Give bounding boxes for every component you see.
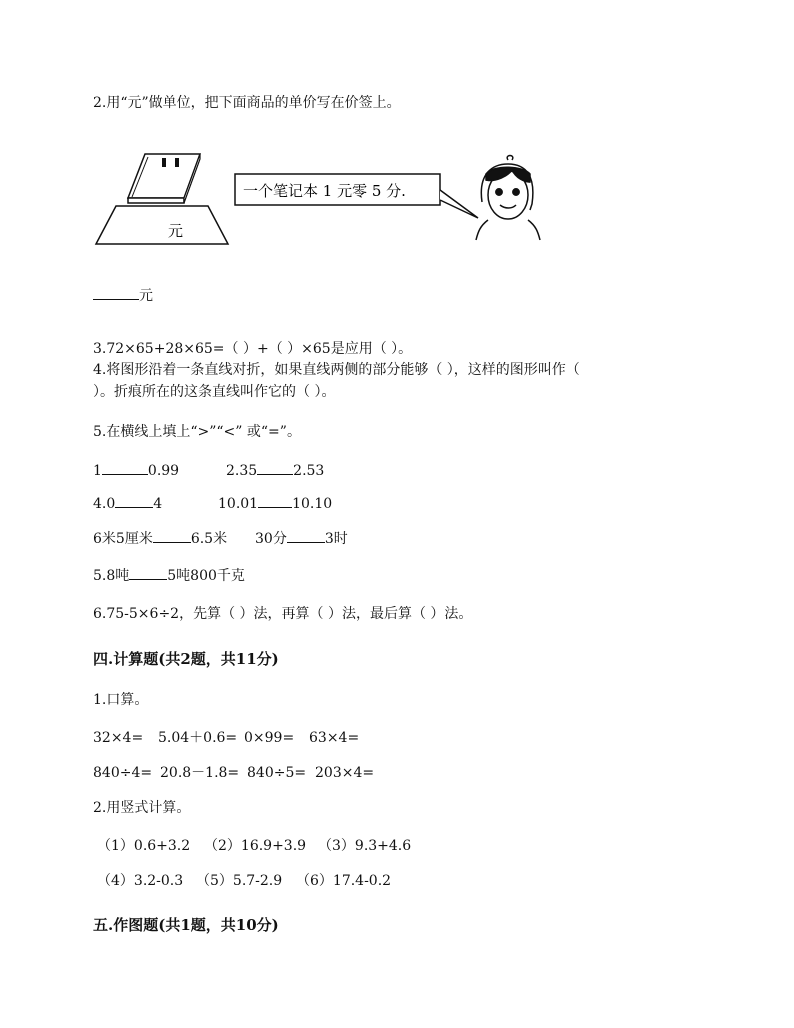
c2-r1-item1: （1）0.6+3.2 xyxy=(97,838,191,854)
c2-prompt: 2.用竖式计算。 xyxy=(93,800,191,816)
c1-r1-item2: 5.04＋0.6= xyxy=(158,730,238,746)
q4-text-line2: ）。折痕所在的这条直线叫作它的（ ）。 xyxy=(93,384,336,400)
q5-r3-b: 6.5米 xyxy=(190,531,228,547)
q5-r2-blank2[interactable] xyxy=(258,493,292,508)
q4-text-line1: 4.将图形沿着一条直线对折，如果直线两侧的部分能够（ ），这样的图形叫作（ xyxy=(93,362,580,378)
c1-r1-item3: 0×99= xyxy=(244,730,295,746)
q5-row-3 xyxy=(93,528,227,548)
q5-r1-a: 1 xyxy=(93,463,102,479)
c1-r2-item4: 203×4= xyxy=(315,765,375,781)
c1-r2-item2: 20.8－1.8= xyxy=(160,765,240,781)
c1-r2-item1: 840÷4= xyxy=(93,765,153,781)
q5-r2-b: 4 xyxy=(153,496,163,512)
q5-r4-blank1[interactable] xyxy=(129,565,167,580)
q5-r3-c: 30分 xyxy=(255,531,287,547)
q3-text: 3.72×65+28×65=（ ）+（ ）×65是应用（ ）。 xyxy=(93,341,413,357)
section-4-heading: 四.计算题(共2题，共11分) xyxy=(93,650,279,668)
q5-r2-a: 4.0 xyxy=(93,496,116,512)
speech-text: 一个笔记本 1 元零 5 分. xyxy=(243,182,406,200)
q6-text: 6.75-5×6÷2，先算（ ）法，再算（ ）法，最后算（ ）法。 xyxy=(93,606,473,622)
q5-row-1-right xyxy=(226,460,324,480)
q5-r2-blank1[interactable] xyxy=(115,493,153,508)
q5-r1-blank1[interactable] xyxy=(102,460,148,475)
q5-row-4 xyxy=(93,565,245,585)
c1-r1-item1: 32×4= xyxy=(93,730,144,746)
c1-r1-item4: 63×4= xyxy=(309,730,360,746)
q5-r2-d: 10.10 xyxy=(292,496,333,512)
c2-r1-item2: （2）16.9+3.9 xyxy=(204,838,307,854)
q5-row-3-right xyxy=(255,528,348,548)
c2-r2-item2: （5）5.7-2.9 xyxy=(196,873,283,889)
girl-icon xyxy=(476,156,540,241)
q5-r1-c: 2.35 xyxy=(226,463,258,479)
c2-r1-item3: （3）9.3+4.6 xyxy=(318,838,412,854)
q5-r4-b: 5吨800千克 xyxy=(167,568,245,584)
q5-r3-blank1[interactable] xyxy=(153,528,191,543)
c1-prompt: 1.口算。 xyxy=(93,692,149,708)
q2-answer-blank[interactable] xyxy=(93,285,139,300)
price-tag xyxy=(96,206,228,244)
q2-answer xyxy=(93,285,153,305)
q5-r3-a: 6米5厘米 xyxy=(93,531,153,547)
q5-r1-blank2[interactable] xyxy=(257,460,293,475)
q2-prompt: 2.用“元”做单位，把下面商品的单价写在价签上。 xyxy=(93,95,401,111)
q5-r4-a: 5.8吨 xyxy=(93,568,130,584)
q5-r3-blank2[interactable] xyxy=(287,528,325,543)
c1-r2-item3: 840÷5= xyxy=(247,765,307,781)
c2-r2-item1: （4）3.2-0.3 xyxy=(97,873,184,889)
section-5-heading: 五.作图题(共1题，共10分) xyxy=(93,916,279,934)
q5-r1-d: 2.53 xyxy=(293,463,325,479)
speech-bubble xyxy=(235,174,478,218)
q5-prompt: 5.在横线上填上“>”“<” 或“=”。 xyxy=(93,424,301,440)
q5-row-2 xyxy=(93,493,162,513)
notebook-icon xyxy=(128,154,200,203)
q5-r1-b: 0.99 xyxy=(147,463,180,479)
q2-answer-unit: 元 xyxy=(139,288,153,304)
q5-r3-d: 3时 xyxy=(324,531,348,547)
c2-r2-item3: （6）17.4-0.2 xyxy=(296,873,392,889)
q5-row-1 xyxy=(93,460,179,480)
q5-row-2-right xyxy=(218,493,332,513)
price-tag-unit: 元 xyxy=(168,222,184,240)
q2-illustration xyxy=(0,140,794,300)
q5-r2-c: 10.01 xyxy=(218,496,259,512)
